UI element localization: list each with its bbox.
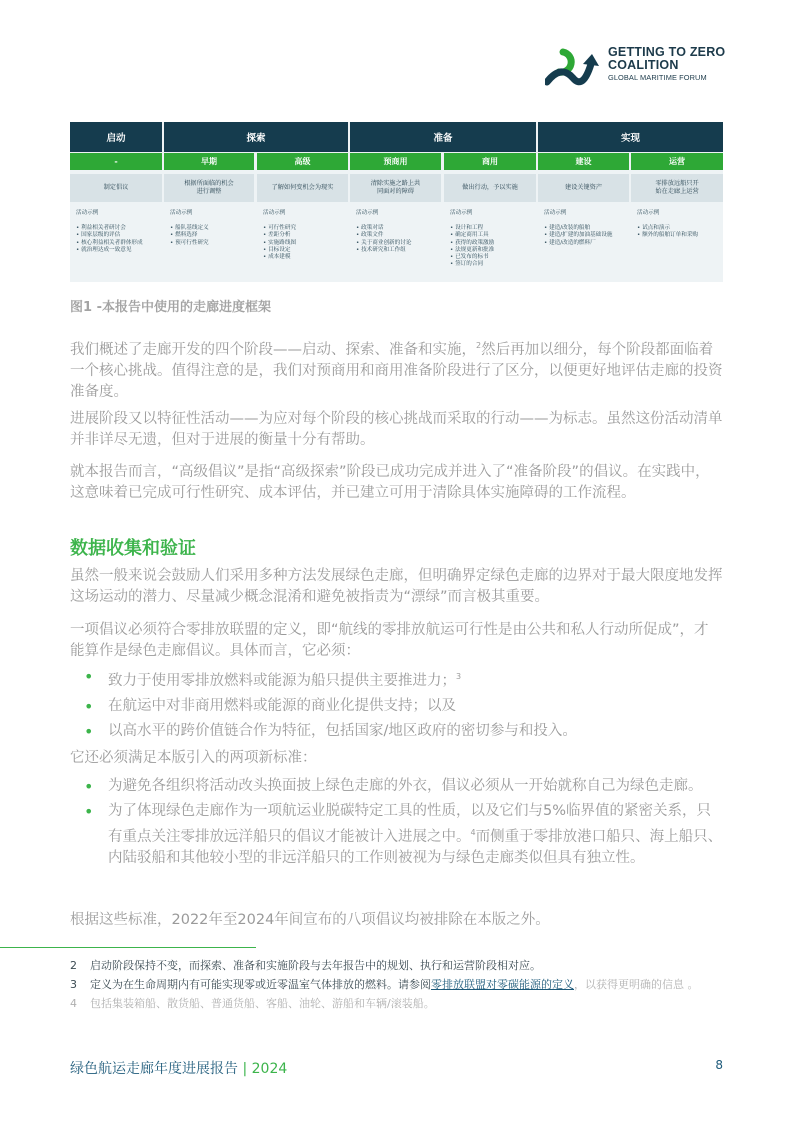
activity-cell	[356, 210, 442, 282]
stage-row	[70, 152, 723, 171]
activity-item: • 核心利益相关者群体形成	[76, 240, 162, 247]
activity-header: 活动示例	[170, 210, 193, 216]
stage-cell: 建设	[538, 153, 629, 170]
section-heading: 数据收集和验证	[70, 538, 196, 559]
activity-item: • 燃料选择	[170, 232, 254, 239]
activity-item: • 建造/改装的船舶	[544, 225, 630, 232]
activity-item: • 实施路线图	[263, 240, 348, 247]
stage-cell: -	[70, 153, 162, 170]
activity-item: • 试点和演示	[637, 225, 723, 232]
activity-item: • 成本建模	[263, 254, 348, 261]
activity-item: • 签订的合同	[450, 261, 536, 268]
activity-item: • 可行性研究	[263, 225, 348, 232]
list-item: • 致力于使用零排放燃料或能源为船只提供主要推进力；$^3$	[84, 667, 462, 689]
footnote-2: 2 启动阶段保持不变，而探索、准备和实施阶段与去年报告中的规划、执行和运营阶段相对应。	[70, 959, 541, 972]
list-item: • 为了体现绿色走廊作为一项航运业脱碳特定工具的性质，以及它们与5%临界值的紧密关系，只有重点关注零排放远洋船只的倡议才能被计入进展之中。$^4$而侧重于零排放港口船只、海上船只、内陆驳船和其他较小型的非远洋船只的工作则被视为与绿色走廊类似但具有独立性。	[84, 802, 723, 866]
activity-item: • 利益相关者研讨会	[76, 225, 162, 232]
list-item: • 为避免各组织将活动改头换面披上绿色走廊的外衣，倡议必须从一开始就称自己为绿色走廊。	[84, 777, 703, 796]
logo-line-1: GETTING TO ZERO	[608, 45, 726, 59]
activity-cell	[76, 210, 162, 282]
activity-cell	[544, 210, 630, 282]
activity-header: 活动示例	[450, 210, 473, 216]
paragraph-exclusions: 根据这些标准，2022年至2024年间宣布的八项倡议均被排除在本版之外。	[70, 912, 550, 928]
activity-header: 活动示例	[356, 210, 379, 216]
report-title: 绿色航运走廊年度进展报告	[70, 1061, 238, 1077]
challenge-cell: 了解如何变机会为现实	[257, 174, 348, 202]
challenge-cell: 制定倡议	[70, 174, 162, 202]
footnote-ref-2: 2	[476, 341, 482, 350]
activity-item: • 就治理达成一致意见	[76, 247, 162, 254]
activity-item: • 技术研究和工作组	[356, 247, 442, 254]
paragraph-definition: 一项倡议必须符合零排放联盟的定义，即“航线的零排放航运可行性是由公共和私人行动所促成”，才能算作是绿色走廊倡议。具体而言，它必须：	[70, 622, 709, 659]
activity-cell	[263, 210, 348, 282]
footnote-4: 4 包括集装箱船、散货船、普通货船、客船、油轮、游船和车辆/滚装船。	[70, 997, 435, 1010]
activity-item: • 差距分析	[263, 232, 348, 239]
corridor-progress-framework	[70, 122, 723, 282]
phase-initiation: 启动	[70, 122, 162, 152]
phase-preparation: 准备	[350, 122, 536, 152]
challenge-cell: 根据所面临的机会 进行调整	[164, 174, 254, 202]
new-criteria-list	[84, 776, 724, 873]
activity-item: • 额外的船舶订单和采购	[637, 232, 723, 239]
footer-separator: |	[242, 1061, 248, 1077]
activity-header: 活动示例	[76, 210, 99, 216]
activity-item: • 预可行性研究	[170, 240, 254, 247]
paragraph-advanced-initiative: 就本报告而言，“高级倡议”是指“高级探索”阶段已成功完成并进入了“准备阶段”的倡议。在实践中，这意味着已完成可行性研究、成本评估，并已建立可用于清除具体实施障碍的工作流程。	[70, 464, 710, 501]
footnote-3: 3 定义为在生命周期内有可能实现零或近零温室气体排放的燃料。请参阅零排放联盟对零碳能源的定义，以获得更明确的信息 。	[70, 978, 699, 991]
phase-realisation: 实现	[538, 122, 723, 152]
footnote-ref-4: 4	[470, 828, 476, 837]
report-footer	[70, 1058, 287, 1078]
activity-item: • 已发布的标书	[450, 254, 536, 261]
phase-exploration: 探索	[164, 122, 348, 152]
activity-item: • 设计和工程	[450, 225, 536, 232]
page-number: 8	[715, 1058, 723, 1072]
arrow-loop-logo-icon	[545, 44, 601, 90]
coalition-logo	[545, 42, 745, 92]
report-year: 2024	[251, 1061, 288, 1077]
criteria-list	[84, 666, 724, 746]
activity-item: • 建造/扩建的加油基础设施	[544, 232, 630, 239]
activity-item: • 政策对话	[356, 225, 442, 232]
stage-cell: 运营	[631, 153, 723, 170]
stage-cell: 商用	[444, 153, 536, 170]
logo-line-3: GLOBAL MARITIME FORUM	[608, 73, 707, 82]
paragraph-new-criteria: 它还必须满足本版引入的两项新标准：	[70, 750, 317, 766]
footnote-ref-3: 3	[456, 672, 462, 681]
activity-header: 活动示例	[544, 210, 567, 216]
activity-item: • 船队基线定义	[170, 225, 254, 232]
activity-item: • 获得的政策激励	[450, 240, 536, 247]
activity-item: • 目标设定	[263, 247, 348, 254]
list-item: • 以高水平的跨价值链合作为特征，包括国家/地区政府的密切参与和投入。	[84, 721, 577, 741]
footnote-divider	[0, 947, 256, 948]
activity-item: • 关于商业创新的讨论	[356, 240, 442, 247]
stage-cell: 高级	[257, 153, 348, 170]
paragraph-activities: 进展阶段又以特征性活动——为应对每个阶段的核心挑战而采取的行动——为标志。虽然这份活动清单并非详尽无遗，但对于进展的衡量十分有帮助。	[70, 411, 723, 448]
challenge-cell: 做出行动，予以实施	[444, 174, 536, 202]
activity-item: • 政策文件	[356, 232, 442, 239]
activity-item: • 国家层级的评估	[76, 232, 162, 239]
activity-header: 活动示例	[263, 210, 286, 216]
zero-carbon-definition-link[interactable]: 零排放联盟对零碳能源的定义	[431, 978, 574, 991]
stage-cell: 预商用	[350, 153, 441, 170]
challenge-cell: 零排放远船只开 始在走廊上运营	[631, 174, 723, 202]
activity-cell	[637, 210, 723, 282]
challenge-cell: 建设关键资产	[538, 174, 629, 202]
activity-header: 活动示例	[637, 210, 660, 216]
activity-cell	[170, 210, 254, 282]
challenge-cell: 清除实施之路上共 同面对的障碍	[350, 174, 441, 202]
phase-row	[70, 122, 723, 152]
activity-cell	[450, 210, 536, 282]
activity-item: • 法规更新和批准	[450, 247, 536, 254]
figure-caption: 图1 -本报告中使用的走廊进度框架	[70, 300, 271, 315]
activity-item: • 建造/改造的燃料厂	[544, 240, 630, 247]
challenge-row	[70, 172, 723, 204]
stage-cell: 早期	[164, 153, 254, 170]
activity-item: • 确定商用工具	[450, 232, 536, 239]
activity-row	[70, 206, 723, 282]
logo-wordmark	[608, 46, 725, 83]
paragraph-boundaries: 虽然一般来说会鼓励人们采用多种方法发展绿色走廊，但明确界定绿色走廊的边界对于最大限度地发挥这场运动的潜力、尽量减少概念混淆和避免被指责为“漂绿”而言极其重要。	[70, 568, 723, 605]
paragraph-stages: 我们概述了走廊开发的四个阶段——启动、探索、准备和实施，$^2$然后再加以细分，每个阶段都面临着一个核心挑战。值得注意的是，我们对预商用和商用准备阶段进行了区分，以便更好地评估走廊的投资准备度。	[70, 341, 723, 400]
logo-line-2: COALITION	[608, 58, 679, 72]
list-item: • 在航运中对非商用燃料或能源的商业化提供支持；以及	[84, 696, 456, 716]
footnotes	[70, 958, 720, 1015]
